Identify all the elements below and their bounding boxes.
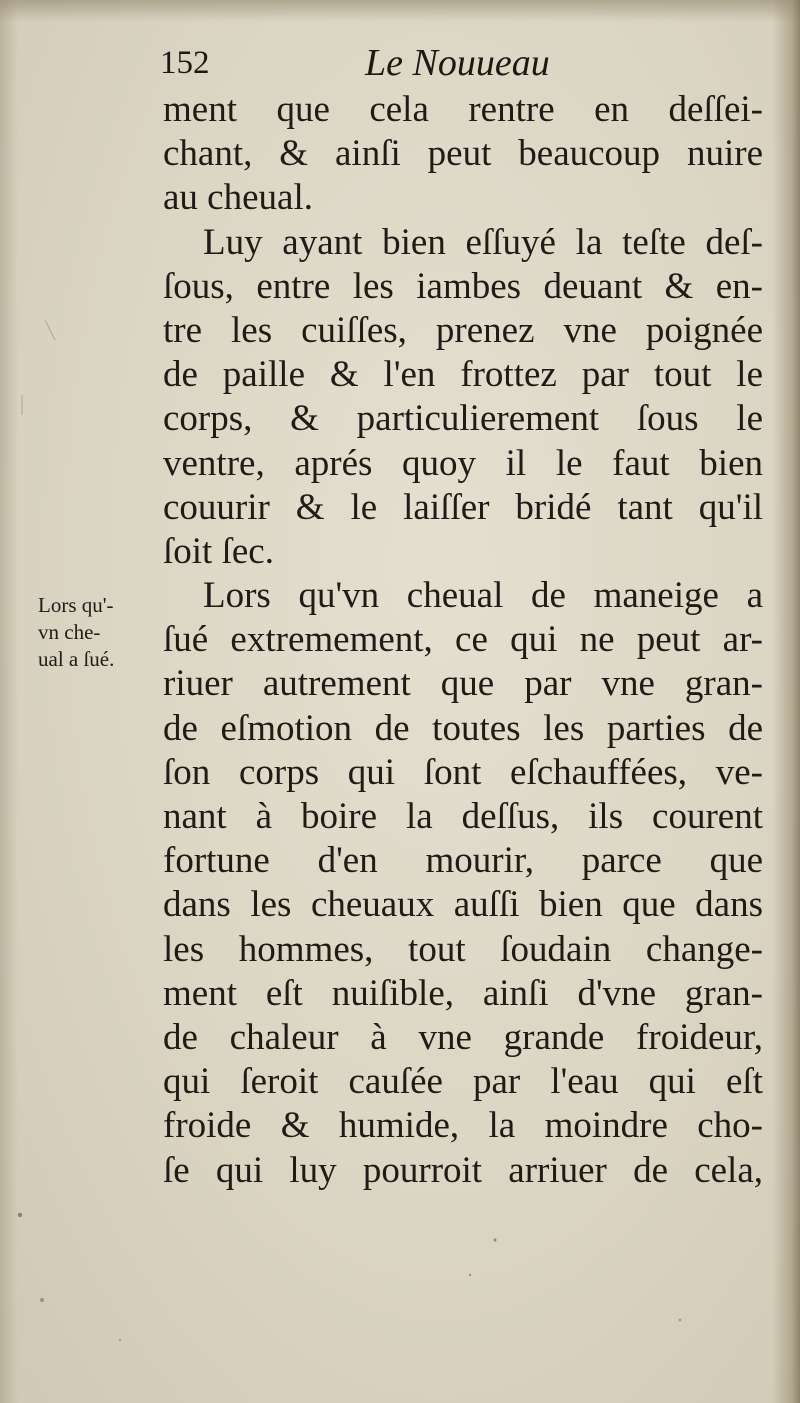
text-line: ventre, aprés quoy il le faut bien bbox=[163, 442, 763, 484]
page-number: 152 bbox=[160, 45, 210, 81]
running-title: Le Nouueau bbox=[365, 42, 550, 84]
text-line: fortune d'en mourir, parce que bbox=[163, 840, 763, 882]
text-line: ſe qui luy pourroit arriuer de cela, bbox=[163, 1149, 763, 1191]
text-line: corps, & particulierement ſous le bbox=[163, 398, 763, 440]
running-header bbox=[160, 38, 620, 88]
text-line: nant à boire la deſſus, ils courent bbox=[163, 796, 763, 837]
text-line: ſué extremement, ce qui ne peut ar- bbox=[163, 619, 763, 661]
text-line: Luy ayant bien eſſuyé la teſte deſ- bbox=[203, 221, 763, 263]
text-line: ſoit ſec. bbox=[163, 530, 274, 572]
margin-note-line: ual a ſué. bbox=[38, 647, 115, 671]
text-line: ſon corps qui ſont eſchauffées, ve- bbox=[163, 751, 763, 793]
text-line: de eſmotion de toutes les parties de bbox=[163, 707, 763, 749]
text-line: de paille & l'en frottez par tout le bbox=[163, 354, 763, 396]
text-line: ſous, entre les iambes deuant & en- bbox=[163, 265, 763, 307]
body-text bbox=[163, 88, 763, 1193]
text-line: riuer autrement que par vne gran- bbox=[163, 663, 763, 705]
text-line: qui ſeroit cauſée par l'eau qui eſt bbox=[163, 1061, 763, 1103]
text-line: tre les cuiſſes, prenez vne poignée bbox=[163, 309, 763, 351]
text-line: froide & humide, la moindre cho- bbox=[163, 1105, 763, 1147]
margin-note-line: vn che- bbox=[38, 620, 101, 644]
margin-note bbox=[38, 592, 158, 673]
text-line: chant, & ainſi peut beaucoup nuire bbox=[163, 133, 763, 175]
text-line: dans les cheuaux auſſi bien que dans bbox=[163, 884, 763, 926]
text-line: ment que cela rentre en deſſei- bbox=[163, 89, 763, 130]
text-line: de chaleur à vne grande froideur, bbox=[163, 1016, 763, 1058]
text-line: couurir & le laiſſer bridé tant qu'il bbox=[163, 486, 763, 528]
text-line: Lors qu'vn cheual de maneige a bbox=[203, 575, 763, 617]
text-line: ment eſt nuiſible, ainſi d'vne gran- bbox=[163, 972, 763, 1014]
text-line: les hommes, tout ſoudain change- bbox=[163, 928, 763, 970]
margin-note-line: Lors qu'- bbox=[38, 593, 114, 617]
text-line: au cheual. bbox=[163, 177, 313, 219]
